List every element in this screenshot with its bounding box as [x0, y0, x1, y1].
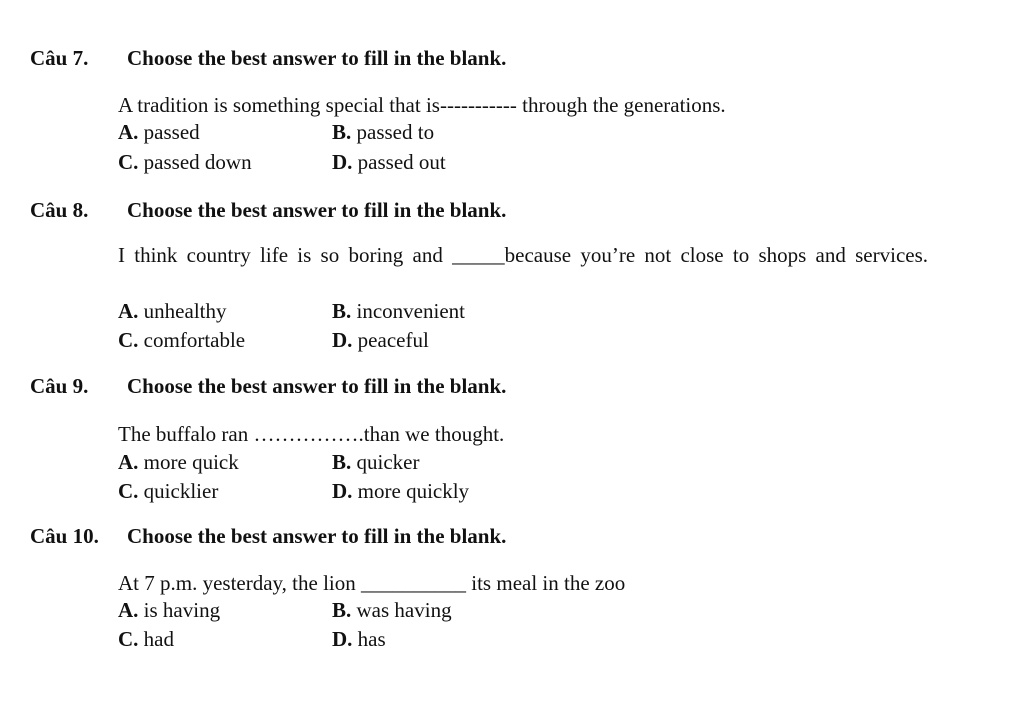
answer-blank: …………….: [253, 422, 364, 446]
option-letter: D.: [332, 150, 353, 174]
option-text: inconvenient: [351, 299, 465, 323]
option-text: more quick: [138, 450, 239, 474]
option-text: is having: [138, 598, 221, 622]
option-text: passed down: [138, 150, 252, 174]
option-a: [118, 120, 200, 145]
option-text: peaceful: [352, 328, 429, 352]
stem-text-before: A tradition is something special that is: [118, 93, 440, 117]
stem-text-after: its meal in the zoo: [466, 571, 626, 595]
question-stem: [118, 569, 973, 597]
option-a: [118, 450, 239, 475]
option-text: was having: [351, 598, 452, 622]
option-text: passed out: [352, 150, 446, 174]
question-instruction: Choose the best answer to fill in the blank.: [127, 524, 507, 548]
option-letter: A.: [118, 598, 139, 622]
option-text: quicklier: [138, 479, 219, 503]
option-b: [332, 598, 452, 623]
stem-text-after: than we thought.: [363, 422, 505, 446]
option-letter: D.: [332, 479, 353, 503]
option-text: had: [138, 627, 174, 651]
answer-blank: __________: [361, 571, 467, 595]
question-stem: [118, 420, 973, 448]
option-a: [118, 598, 220, 623]
option-letter: B.: [332, 598, 352, 622]
option-letter: C.: [118, 150, 139, 174]
option-text: passed to: [351, 120, 435, 144]
option-letter: B.: [332, 299, 352, 323]
option-c: [118, 627, 174, 652]
question-header: [30, 46, 506, 71]
option-b: [332, 120, 434, 145]
option-letter: A.: [118, 450, 139, 474]
option-text: passed: [138, 120, 200, 144]
option-c: [118, 479, 218, 504]
option-d: [332, 627, 386, 652]
option-letter: D.: [332, 328, 353, 352]
question-header: [30, 524, 506, 549]
question-stem: [118, 91, 973, 119]
stem-text-after: through the generations.: [516, 93, 726, 117]
option-letter: C.: [118, 328, 139, 352]
option-letter: B.: [332, 450, 352, 474]
question-instruction: Choose the best answer to fill in the blank.: [127, 198, 507, 222]
option-text: comfortable: [138, 328, 246, 352]
option-d: [332, 479, 469, 504]
option-d: [332, 328, 429, 353]
option-letter: B.: [332, 120, 352, 144]
stem-text-after: because you’re not close to shops and services.: [504, 243, 929, 267]
option-b: [332, 450, 420, 475]
option-letter: A.: [118, 299, 139, 323]
stem-text-before: The buffalo ran: [118, 422, 254, 446]
question-instruction: Choose the best answer to fill in the blank.: [127, 374, 507, 398]
option-a: [118, 299, 226, 324]
answer-blank: -----------: [439, 93, 517, 117]
option-letter: A.: [118, 120, 139, 144]
option-text: unhealthy: [138, 299, 227, 323]
question-number: Câu 10.: [30, 524, 99, 548]
option-text: quicker: [351, 450, 420, 474]
option-d: [332, 150, 446, 175]
option-letter: C.: [118, 627, 139, 651]
question-header: [30, 198, 506, 223]
option-b: [332, 299, 465, 324]
question-number: Câu 9.: [30, 374, 89, 398]
option-letter: C.: [118, 479, 139, 503]
question-number: Câu 8.: [30, 198, 89, 222]
option-c: [118, 328, 245, 353]
option-c: [118, 150, 252, 175]
option-text: has: [352, 627, 386, 651]
option-letter: D.: [332, 627, 353, 651]
question-instruction: Choose the best answer to fill in the blank.: [127, 46, 507, 70]
stem-text-before: I think country life is so boring and: [118, 243, 453, 267]
option-text: more quickly: [352, 479, 470, 503]
answer-blank: _____: [452, 243, 505, 267]
question-header: [30, 374, 506, 399]
stem-text-before: At 7 p.m. yesterday, the lion: [118, 571, 362, 595]
question-stem: [118, 241, 973, 269]
question-number: Câu 7.: [30, 46, 89, 70]
